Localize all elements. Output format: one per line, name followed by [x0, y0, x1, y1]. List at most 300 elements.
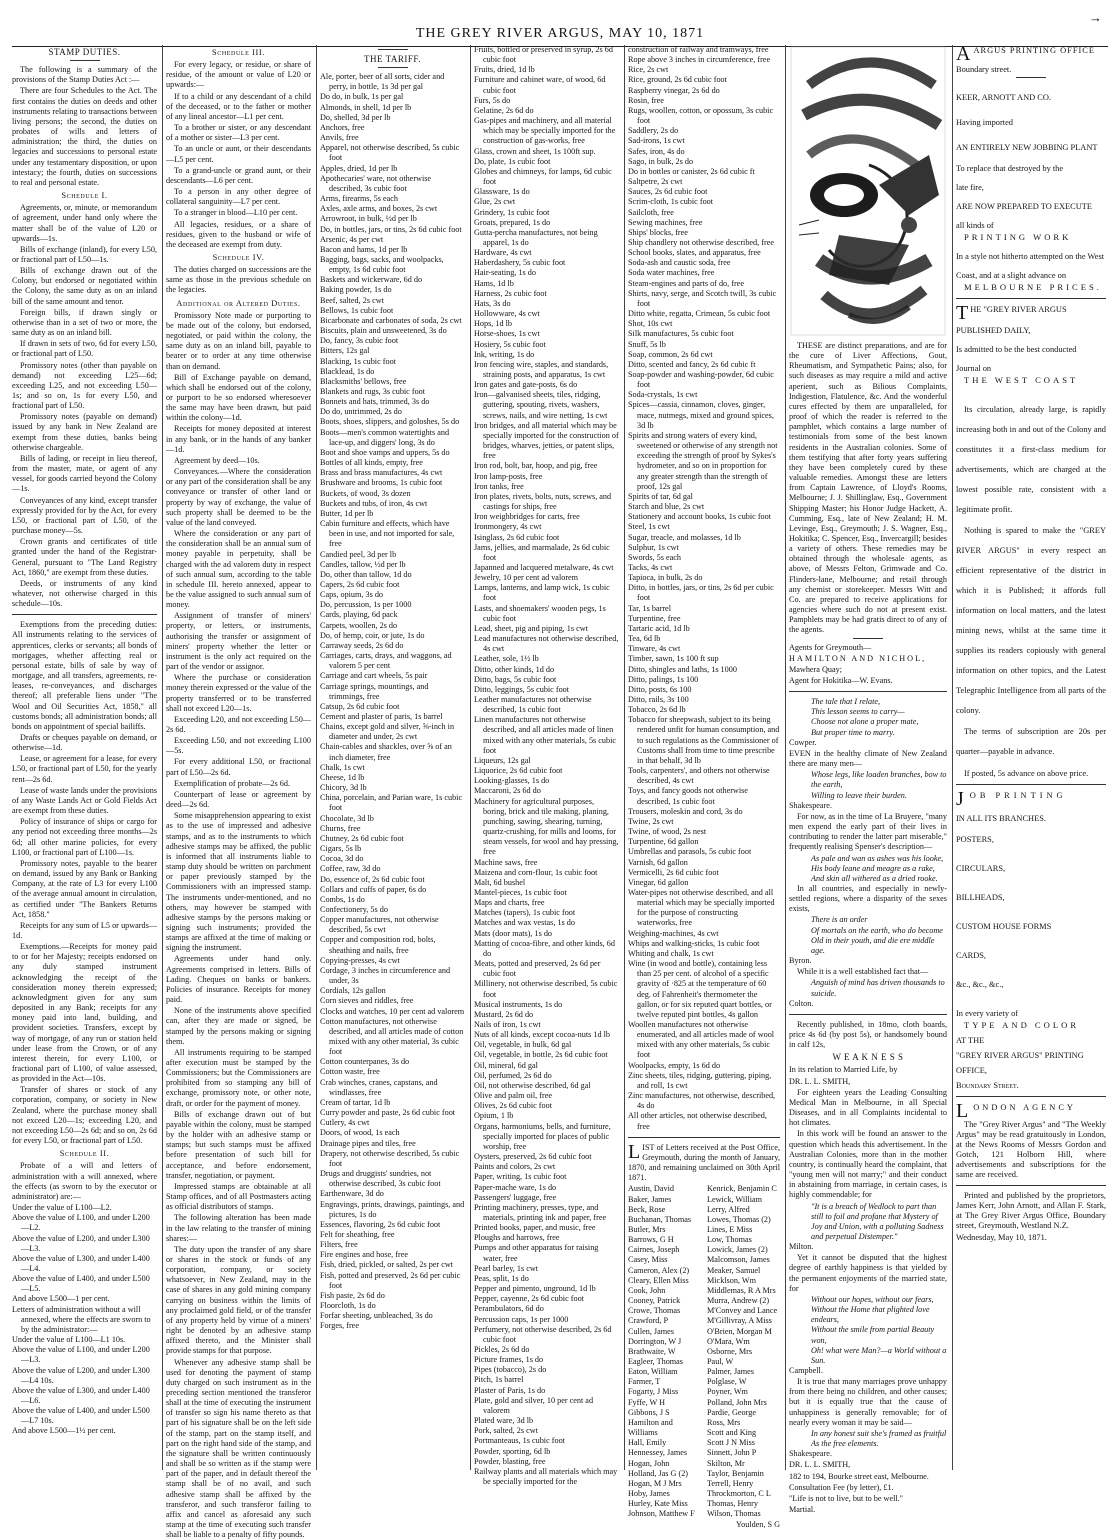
poem-line: The tale that I relate,: [811, 697, 881, 707]
tariff-item: Caps, opium, 3s do: [320, 590, 384, 600]
tariff-item: Soda-ash and caustic soda, free: [628, 258, 731, 268]
tariff-item: Coffee, raw, 3d do: [320, 864, 381, 874]
tariff-item: Do, shelled, 3d per lb: [320, 112, 391, 122]
tariff-item: Hollowware, 4s cwt: [474, 309, 540, 319]
poem-cowper: [789, 697, 947, 738]
tariff-item: Percussion caps, 1s per 1000: [474, 1314, 569, 1324]
tariff-item: Cotton manufactures, not otherwise described, and all articles made of cotton mixed with any other material, 3s cubic foot: [320, 1016, 464, 1057]
addressee-name: Scott J N Miss: [707, 1438, 755, 1448]
paragraph: Exceeding L20, and not exceeding L50—2s 6d.: [166, 714, 311, 734]
tariff-item: Trousers, moleskin and cord, 3s do: [628, 806, 743, 816]
tariff-item: Timber, sawn, 1s 100 ft sup: [628, 654, 719, 664]
addressee-name: Holland, Jas G (2): [628, 1468, 689, 1478]
tariff-item: Iron lamp-posts, free: [474, 471, 543, 481]
schedule-item: Above the value of L100, and under L200—L2.: [12, 1213, 150, 1233]
addressee-name: Eagleer, Thomas: [628, 1357, 683, 1366]
tariff-item: Do, in bottles, jars, or tins, 2s 6d cubic foot: [320, 224, 462, 234]
tariff-item: Bitters, 12s gal: [320, 346, 370, 356]
schedule-item: Above the value of L100, and under L200—L3.: [12, 1345, 150, 1365]
addressee-name: Kenrick, Benjamin C: [707, 1184, 777, 1194]
addressee-name: Hogan, John: [628, 1458, 670, 1468]
addressee-name: Hurley, Kate Miss: [628, 1499, 688, 1509]
divider: [12, 614, 157, 615]
tariff-item: Nails of iron, 1s cwt: [474, 1020, 541, 1029]
tariff-item: Corn sieves and riddles, free: [320, 996, 414, 1006]
weakness-title: W E A K N E S S: [832, 1052, 904, 1063]
tariff-item: Brushware and brooms, 1s cubic foot: [320, 478, 443, 488]
tariff-item: Fish paste, 2s 6d do: [320, 1290, 385, 1300]
tariff-item: Biscuits, plain and unsweetened, 3s do: [320, 326, 447, 336]
tariff-item: Cigars, 5s lb: [320, 844, 362, 854]
tariff-item: Forfar sheeting, unbleached, 3s do: [320, 1311, 433, 1321]
job-printing-item: CARDS,: [956, 951, 987, 960]
addressee-name: M'Gillivray, A Miss: [707, 1316, 772, 1326]
poem-author: Cowper.: [789, 737, 817, 747]
tariff-item: Lead, sheet, pig and piping, 1s cwt: [474, 623, 588, 633]
tariff-item: Olive and palm oil, free: [474, 1091, 552, 1101]
tariff-item: Turpentine, free: [628, 613, 681, 623]
posted-paragraph: If posted, 5s advance on above price.: [964, 769, 1089, 778]
tariff-item: Mantel-pieces, 1s cubic foot: [474, 887, 567, 897]
tariff-item: Apothecaries' ware, not otherwise described, 3s cubic foot: [320, 173, 432, 193]
tariff-item: Glass, crown and sheet, 1s 100ft sup.: [474, 146, 596, 156]
published-daily: PUBLISHED DAILY,: [956, 326, 1031, 335]
addressee-name: Poyner, Wm: [707, 1387, 748, 1397]
paragraph: All instruments requiring to be stamped after execution must be stamped by the Commissioners; but the Commissioners are prohibited from so stamping any bill of exchange, promissory note, or other note, draft, or order for the payment of money.: [166, 1047, 311, 1108]
tariff-item: Buckets and tubs, of iron, 4s cwt: [320, 498, 428, 508]
tariff-item: Railway plants and all materials which may be specially imported for the: [474, 1466, 618, 1487]
paragraph: Agreement by deed—10s.: [174, 455, 260, 465]
schedule-item: And above L500—1½ per cent.: [12, 1426, 116, 1436]
admitted-line: Is admitted to be the best conducted: [956, 345, 1077, 354]
column-schedules: [166, 45, 311, 1540]
poem-byron: [789, 915, 947, 956]
addressee-name: Butler, Mrs: [628, 1224, 666, 1234]
paragraph: Receipts for money deposited at interest in any bank, or in the hands of any banker—1d.: [166, 424, 311, 454]
motto: "Life is not to live, but to be well.": [789, 1493, 904, 1503]
tariff-item: Scrim-cloth, 1s cubic foot: [628, 197, 714, 207]
addressee-name: Lerry, Alfred: [707, 1204, 750, 1214]
addressee-name: Dorrington, W J: [628, 1336, 682, 1346]
paragraph: For every additional L50, or fractional part of L50—2s 6d.: [166, 757, 311, 777]
job-printing-title: JOB PRINTING: [956, 788, 1067, 810]
paragraph: The duty upon the transfer of any share or shares in the stock or funds of any corporation, company, or society whatsoever, in New Zealand, may in the case of shares in any gold mining company carrying on business within the limits of any proclaimed gold field, or of the transfer of any property held by virtue of a miners' right be denoted by an adhesive stamp affixed thereto, and the Minister shall provide stamps for that purpose.: [166, 1244, 311, 1356]
tariff-item: Steam-engines and parts of do, free: [628, 278, 744, 288]
tariff-item: Essences, flavoring, 2s 6d cubic foot: [320, 1219, 441, 1229]
addressee-name: Hennessey, James: [628, 1448, 688, 1458]
tariff-item: Chicory, 3d lb: [320, 783, 367, 793]
addressee-name: O'Mara, Wm: [707, 1336, 750, 1346]
tariff-item: Bonnets and hats, trimmed, 3s do: [320, 397, 430, 407]
tariff-item: Axles, axle arms, and boxes, 2s cwt: [320, 204, 438, 214]
tariff-item: Leather, sole, 1½ lb: [474, 654, 539, 664]
argus-office-title: AARGUS PRINTING OFFICE: [956, 43, 1095, 65]
addressee-name: Lowes, Thomas (2): [707, 1214, 771, 1224]
tariff-item: Ship chandlery not otherwise described, free: [628, 237, 774, 247]
tariff-item: Oil, mineral, 6d gal: [474, 1060, 538, 1070]
paragraph: Whenever any adhesive stamp shall be used for denoting the payment of stamp duty charged on such instrument as in the preceding section mentioned the transferor shall at the time of executing the instrument of transfer so sign his name thereto as that part of his signature shall be on the left side of the stamp, part on the stamp itself, and part on the right hand side of the stamp, and the signature shall be written continuously and shall be so written as if the stamp were part of the paper, and in default thereof the stamp shall be of no avail, and such adhesive stamp shall be affixed by the transferor, and such transferor failing to affix and cancel as aforesaid any such stamp at the time of executing such transfer shall be liable to a penalty of fifty pounds.: [166, 1357, 311, 1540]
paragraph: To a stranger in blood—L10 per cent.: [174, 208, 298, 218]
tariff-item: Ditto, leggings, 5s cubic foot: [474, 684, 570, 694]
tariff-item: Sailcloth, free: [628, 207, 674, 217]
tariff-item: Machine saws, free: [474, 857, 538, 867]
tariff-list-continued: [474, 45, 619, 1487]
divider: [1016, 77, 1046, 78]
names-left: [628, 1184, 701, 1519]
tariff-item: Leather manufactures not otherwise described, 1s cubic foot: [474, 695, 592, 715]
column-tariff-3: [628, 45, 780, 1529]
tariff-item: Water-pipes not otherwise described, and all material which may be specially imported for the purpose of constructing waterworks, free: [628, 887, 775, 928]
paragraph: Drafts or cheques payable on demand, or otherwise—1d.: [12, 733, 157, 753]
addressee-name: Murra, Andrew (2): [707, 1296, 770, 1306]
tariff-item: Olives, 2s 6d cubic foot: [474, 1101, 552, 1111]
schedule-3-body: [166, 60, 311, 250]
poem-line: But proper time to marry.: [811, 727, 895, 737]
dropcap: L: [956, 1100, 972, 1122]
paragraph: Deeds, or instruments of any kind whatever, not otherwise charged in this schedule—10s.: [12, 578, 157, 609]
tariff-item: Iron—galvanised sheets, tiles, ridging, guttering, spouting, rivets, washers, screws, nails, and wire netting, 1s cwt: [474, 390, 608, 420]
tariff-item: Carpets, woollen, 2s do: [320, 620, 398, 630]
poem-shakespeare: [789, 770, 947, 800]
tariff-item: Do, percussion, 1s per 1000: [320, 600, 412, 610]
tariff-item: Sewing machines, free: [628, 217, 703, 227]
tariff-item: Organs, harmoniums, bells, and furniture, specially imported for places of public worship, free: [474, 1121, 611, 1151]
addressee-name: Palmer, James: [707, 1367, 754, 1377]
tariff-item: Do in bottles or canister, 2s 6d cubic ft: [628, 166, 755, 176]
names-right: [707, 1184, 780, 1519]
addressee-name: Wilson, Thomas: [707, 1509, 761, 1519]
tariff-item: Candied peel, 3d per lb: [320, 549, 397, 559]
tariff-item: Combs, 1s do: [320, 894, 365, 904]
tariff-item: Soda-crystals, 1s cwt: [628, 390, 698, 400]
job-printing-item: BILLHEADS,: [956, 893, 1005, 902]
tariff-item: Horse-shoes, 1s cwt: [474, 329, 540, 339]
tariff-item: Linen manufactures not otherwise described, and all articles made of linen mixed with any other materials, 5s cubic foot: [474, 715, 617, 755]
paragraph: Receipts for any sum of L5 or upwards—1d.: [12, 920, 157, 940]
variety-line: In every variety of: [956, 1009, 1019, 1018]
tariff-item: Blacking, 1s cubic foot: [320, 356, 396, 366]
tariff-item: Woolpacks, empty, 1s 6d do: [628, 1060, 721, 1070]
tariff-item: Chocolate, 3d lb: [320, 813, 374, 823]
paragraph: Probate of a will and letters of administration with a will annexed, where the effects (as sworn to by the executor or administrator) are:—: [12, 1161, 157, 1201]
poem-line: In any honest suit she's framed as fruitful As the free elements.: [811, 1428, 947, 1449]
tariff-item: Iron gates and gate-posts, 6s do: [474, 380, 578, 390]
dropcap: L: [628, 1140, 641, 1163]
paragraph: Crown grants and certificates of title granted under the hand of the Registrar-General, pursuant to "The Land Registry Act, 1860," are exempt from these duties.: [12, 537, 157, 577]
tariff-item: Liquorice, 2s 6d cubic foot: [474, 766, 563, 776]
tariff-item: Cocoa, 3d do: [320, 854, 364, 864]
tariff-item: Matches and wax vestas, 1s do: [474, 918, 575, 928]
tariff-item: Filters, free: [320, 1240, 358, 1250]
poem-line: Without the Home that plighted love endears,: [811, 1305, 930, 1325]
job-printing-item: CUSTOM HOUSE FORMS: [956, 922, 1052, 931]
column-tariff-1: [320, 45, 465, 1470]
weakness-body: [789, 1088, 947, 1201]
addressee-name: Micklson, Wm: [707, 1275, 756, 1285]
tariff-item: Cards, playing, 6d pack: [320, 610, 398, 620]
weakness-subtitle: In its relation to Married Life, by: [789, 1065, 898, 1075]
tariff-item: Copying-presses, 4s cwt: [320, 955, 400, 965]
additional-duties-body: [166, 311, 311, 1540]
tariff-item: Tacks, 4s cwt: [628, 562, 673, 572]
paragraph: Conveyances of any kind, except transfer expressly provided for by the Act, for every L50, or fractional part of L50, of the purchase money—5s.: [12, 495, 157, 536]
paragraph: For every legacy, or residue, or share of residue, of the amount or value of L20 or upwards:—: [166, 60, 311, 90]
true-paragraph: It is true that many marriages prove unhappy from there being no children, and other causes; but it is equally true that the cause of unhappiness is generally removable; for of nearly every woman it may be said—: [789, 1377, 947, 1427]
tariff-item: Fish, dried, pickled, or salted, 2s per cwt: [320, 1260, 454, 1270]
schedule-1-body: [12, 203, 157, 609]
divider: [628, 1137, 780, 1138]
tariff-item: Harness, 2s cubic foot: [474, 288, 547, 298]
tariff-item: Maps and charts, free: [474, 898, 545, 908]
tariff-item: Meats, potted and preserved, 2s 6d per cubic foot: [474, 959, 601, 979]
tariff-item: Tartaric acid, 1d lb: [628, 623, 690, 633]
paragraph: Some misapprehension appearing to exist as to the use of impressed and adhesive stamps, and as to the instruments to which adhesive stamps may be affixed, the public is informed that all instruments liable to stamp duty should be written on parchment or paper previously stamped by the Commissioners with an impressed stamp. The instruments under-mentioned, and no others, may however be stamped with adhesive stamps by the persons making or signing such instruments; provided the stamps are affixed at the time of making or signing the instrument.: [166, 811, 311, 953]
paragraph: Bills of exchange drawn out of but payable within the colony, must be stamped by the holder with an adhesive stamp or stamps; but such stamps must be affixed before presentation of such bill for acceptance, and before endorsement, transfer, negotiation, or payment.: [166, 1109, 311, 1180]
daily-title: THE "GREY RIVER ARGUS: [956, 302, 1067, 324]
tariff-item: Iron fencing wire, staples, and standards, straining posts, and apparatus, 1s cwt: [474, 359, 609, 379]
tariff-item: Hats, 3s do: [474, 298, 511, 308]
having-imported: Having imported: [956, 118, 1013, 127]
dropcap: A: [956, 43, 972, 65]
tariff-item: Blankets and rugs, 3s cubic foot: [320, 387, 426, 396]
column-tariff-2: [474, 45, 619, 1487]
tariff-item: Soap-powder and washing-powder, 6d cubic foot: [628, 370, 774, 390]
paragraph: Policy of insurance of ships or cargo for any period not exceeding three months—2s 6d; all other marine policies, for every L100, or fractional part of L100—1s.: [12, 817, 157, 857]
addressee-name: Gibbons, J S: [628, 1407, 670, 1417]
tariff-item: Chutney, 2s 6d cubic foot: [320, 833, 404, 843]
tariff-item: Cordials, 12s gallon: [320, 986, 386, 996]
paragraph: Foreign bills, if drawn singly or otherwise than in a set of two or more, the same duty as on an inland bill.: [12, 307, 157, 338]
tariff-item: Pork, salted, 2s cwt: [474, 1426, 538, 1436]
paragraph: Bills of lading, or receipt in lieu thereof, from the master, mate, or agent of any vessel, for goods carried beyond the Colony—1s.: [12, 453, 157, 494]
addressee-name: Ross, Mrs: [707, 1417, 741, 1427]
tariff-item: Musical instruments, 1s do: [474, 999, 563, 1009]
tariff-item: Hops, 1d lb: [474, 319, 512, 329]
addressee-name: Meaker, Samuel: [707, 1265, 761, 1275]
tariff-item: Bottles of all kinds, empty, free: [320, 458, 423, 468]
column-rule: [470, 45, 471, 1470]
at-the: AT THE: [956, 1036, 985, 1045]
addressee-name: Terrell, Henry: [707, 1478, 754, 1488]
tariff-item: Do, of hemp, coir, or jute, 1s do: [320, 630, 425, 640]
tariff-item: Pearl barley, 1s cwt: [474, 1263, 539, 1273]
tariff-item: Twine, of wood, 2s nest: [628, 827, 707, 837]
paragraph: Impressed stamps are obtainable at all Stamp offices, and of all Postmasters acting as official distributors of stamps.: [166, 1181, 311, 1212]
newspaper-page: [12, 0, 1108, 1540]
tariff-item: Pumps and other apparatus for raising water, free: [474, 1243, 599, 1263]
tariff-item: Ships' blocks, free: [628, 227, 688, 237]
tariff-item: Carraway seeds, 2s 6d do: [320, 640, 404, 650]
tariff-item: Drainage pipes and tiles, free: [320, 1138, 416, 1148]
remedies-engraving: [789, 45, 947, 337]
poem-line: Without the smile from partial Beauty won,: [811, 1325, 935, 1345]
addressee-name: Malcomson, James: [707, 1255, 770, 1265]
tariff-item: Carriage springs, mountings, and trimmings, free: [320, 681, 429, 701]
tariff-item: Iron plates, rivets, bolts, nuts, screws, and castings for ships, free: [474, 491, 612, 512]
tariff-item: Zinc sheets, tiles, ridging, guttering, piping, and roll, 1s cwt: [628, 1070, 772, 1090]
smith-address: 182 to 194, Bourke street east, Melbourne.: [789, 1471, 929, 1481]
tariff-item: Anvils, free: [320, 133, 359, 143]
hokitika-agent: Agent for Hokitika—W. Evans.: [789, 676, 893, 685]
tariff-item: Hair-seating, 1s do: [474, 268, 536, 278]
addressee-name: Cameron, Alex (2): [628, 1265, 690, 1275]
tariff-item: Mats (door mats), 1s do: [474, 928, 553, 938]
tariff-item: Chalk, 1s cwt: [320, 762, 365, 772]
addressee-name: Buchanan, Thomas: [628, 1214, 692, 1224]
column-rule: [316, 45, 317, 1470]
schedule-item: And above L500—1 per cent.: [12, 1294, 110, 1304]
tariff-item: Matting of cocoa-fibre, and other kinds, 6d do: [474, 938, 615, 958]
all-branches: IN ALL ITS BRANCHES.: [956, 814, 1046, 823]
tariff-item: Boots—men's common watertights and lace-up, and diggers' long, 3s do: [320, 427, 450, 447]
office-name: "GREY RIVER ARGUS" PRINTING: [956, 1051, 1084, 1060]
tariff-item: Candles, tallow, ½d per lb: [320, 559, 406, 569]
tariff-item: Ink, writing, 1s do: [474, 349, 535, 359]
keer-arnott: KEER, ARNOTT AND CO.: [956, 93, 1051, 102]
weakness-author: DR. L. L. SMITH,: [789, 1076, 851, 1086]
tariff-item: Passengers' luggage, free: [474, 1192, 557, 1202]
poem-line: Whose legs, like loaden branches, bow to the earth,: [811, 770, 947, 790]
tariff-item: Oil, vegetable, in bulk, 6d gal: [474, 1040, 572, 1050]
printing-work: PRINTING WORK: [964, 232, 1072, 242]
paragraph: There are four Schedules to the Act. The first contains the duties on deeds and other instruments relating to transactions between living persons; the second, the duties on probates of wills and letters of administration; the third, the duties on legacies and successions to personal estate under any testamentary disposition, or upon intestacy; the fourth, duties on successions to real and personal estate.: [12, 86, 157, 187]
tariff-item: Woollen manufactures not otherwise enumerated, and all articles made of wool mixed with any other materials, 5s cubic foot: [628, 1020, 775, 1060]
tariff-item: Shot, 10s cwt: [628, 319, 673, 329]
addressee-name: Polglase, W: [707, 1377, 747, 1387]
published-paragraph: Recently published, in 18mo, cloth boards, price 4s 6d (by post 5s), or handsomely bound in calf 12s,: [789, 1019, 947, 1050]
countries-paragraph: In all countries, and especially in newly-settled regions, where a disparity of the sexes exists,: [789, 883, 947, 914]
tariff-list-final: [628, 45, 780, 1132]
addressee-name: Hoby, James: [628, 1489, 670, 1499]
tariff-title: THE TARIFF.: [364, 54, 421, 64]
paragraph: The following alteration has been made in the law relating to the transfer of mining shares:—: [166, 1213, 311, 1243]
melbourne-prices: MELBOURNE PRICES.: [964, 282, 1102, 292]
tariff-item: Groats, prepared, 1s do: [474, 217, 551, 227]
paragraph: Exemplification of probate—2s 6d.: [174, 778, 290, 788]
argus-street: Boundary street.: [956, 65, 1012, 74]
poem-line: This lesson seems to carry—: [811, 707, 905, 717]
poem-line: Choose not alone a proper mate,: [811, 717, 919, 727]
tariff-item: Arms, firearms, 5s each: [320, 194, 398, 204]
nothing-spared-paragraph: Nothing is spared to make the "GREY RIVER ARGUS" in every respect an efficient representative of the district in which it is Published; it affords full information on local matters, and the latest mining news, whilst at the same time it supplies its readers copiously with general information on other topics, and the Latest Telegraphic Intelligence from all parts of the colony.: [956, 526, 1106, 715]
poem-shakespeare-2: [789, 1429, 947, 1449]
poem-line: His body leane and meagre as a rake,: [811, 863, 935, 873]
tariff-item: construction of railway and tramways, free: [628, 45, 769, 54]
paragraph: Promissory Note made or purporting to be made out of the colony, but endorsed, negotiated, or paid within the colony, the same duty as on an inland bill, payable to bearer or to order at any time otherwise than on demand.: [166, 310, 311, 371]
divider: [956, 1185, 1106, 1186]
divider: [789, 691, 947, 692]
tariff-item: Vermicelli, 2s 6d cubic foot: [628, 867, 719, 877]
tariff-item: Catsup, 2s 6d cubic foot: [320, 701, 400, 711]
tariff-item: Globes and chimneys, for lamps, 6d cubic foot: [474, 166, 612, 187]
tariff-item: Buckets, of wood, 3s dozen: [320, 488, 411, 498]
tariff-item: Ale, porter, beer of all sorts, cider and perry, in bottle, 1s 3d per gal: [320, 72, 445, 92]
tariff-item: Clocks and watches, 10 per cent ad valorem: [320, 1006, 465, 1016]
tariff-item: Felt for sheathing, free: [320, 1229, 395, 1239]
tariff-item: Hams, 1d lb: [474, 278, 514, 288]
tariff-item: Safes, iron, 4s do: [628, 146, 685, 156]
established-paragraph: While it is a well established fact that—: [797, 967, 929, 977]
tariff-item: Rice, 2s cwt: [628, 65, 669, 75]
tariff-item: Umbrellas and parasols, 5s cubic foot: [628, 847, 752, 857]
job-printing-item: CIRCULARS,: [956, 864, 1006, 873]
tariff-item: Sad-irons, 1s cwt: [628, 136, 685, 146]
tariff-item: Apparel, not otherwise described, 5s cubic foot: [320, 143, 460, 163]
tariff-item: Do, fancy, 3s cubic foot: [320, 336, 399, 346]
tariff-item: Sauces, 2s 6d cubic foot: [628, 187, 708, 197]
paragraph: To a person in any other degree of collateral sanguinity—L7 per cent.: [166, 187, 311, 207]
paragraph: Bill of Exchange payable on demand, which shall be endorsed out of the colony, or purport to be so endorsed wheresoever the same may have been drawn, but paid within the colony—1d.: [166, 372, 311, 423]
tariff-item: Cutlery, 4s cwt: [320, 1118, 370, 1128]
column-argus-office: [956, 45, 1106, 1470]
poem-author: Campbell.: [789, 1366, 823, 1375]
addressee-name: Hall, Emily: [628, 1438, 667, 1448]
tariff-item: Opium, 1 lb: [474, 1111, 514, 1121]
addressee-name: Beck, Rose: [628, 1204, 666, 1214]
tariff-item: Furniture and cabinet ware, of wood, 6d cubic foot: [474, 75, 606, 95]
tariff-item: Spices—cassia, cinnamon, cloves, ginger, mace, nutmegs, mixed and ground spices, 3d lb: [628, 400, 774, 430]
stamp-duties-intro: [12, 65, 157, 188]
tariff-item: Floorcloth, 1s do: [320, 1301, 376, 1311]
tariff-item: Tar, 1s barrel: [628, 603, 671, 613]
schedule-item: Above the value of L300, and under L400—L4.: [12, 1253, 150, 1273]
tariff-item: Do, other than tallow, 1d do: [320, 569, 412, 579]
tariff-item: Toys, and fancy goods not otherwise described, 1s cubic foot: [628, 786, 748, 806]
tariff-item: Fish, potted and preserved, 2s 6d per cubic foot: [320, 1270, 461, 1290]
tariff-item: Weighing-machines, 4s cwt: [628, 928, 719, 938]
addressee-name: Johnson, Matthew F: [628, 1509, 695, 1519]
masthead: [12, 10, 1108, 50]
tariff-item: Paper, writing, 1s cubic foot: [474, 1172, 567, 1182]
addressee-name: Barrows, G H: [628, 1235, 674, 1245]
tariff-item: Shirts, navy, serge, and Scotch twill, 3s cubic foot: [628, 288, 777, 308]
paragraph: Agreements under hand only. Agreements comprised in letters. Bills of Lading. Cheques on banks or bankers. Policies of insurance. Receipts for money paid.: [166, 954, 311, 1005]
journal-on: Journal on: [956, 364, 992, 373]
tariff-item: Carriages, carts, drays, and waggons, ad valorem 5 per cent: [320, 651, 452, 671]
tariff-item: Copper and composition rod, bolts, sheathing and nails, free: [320, 935, 436, 955]
paragraph: Conveyances.—Where the consideration or any part of the consideration shall be any conveyance or transfer of other land or property by way of exchange, the value of such property shall be deemed to be the value of the land conveyed.: [166, 467, 311, 527]
tariff-item: Tobacco, 2s 6d lb: [628, 705, 686, 715]
tariff-item: Silk manufactures, 5s cubic foot: [628, 329, 734, 339]
schedule-4-heading: Schedule IV.: [212, 252, 265, 262]
tariff-item: Nuts of all kinds, except cocoa-nuts 1d lb: [474, 1030, 610, 1040]
tariff-item: Cement and plaster of paris, 1s barrel: [320, 712, 443, 721]
schedule-1-heading: Schedule I.: [61, 191, 108, 201]
tariff-item: Looking-glasses, 1s do: [474, 776, 550, 786]
schedule-item: Under the value of L100—L2.: [12, 1203, 112, 1213]
tariff-item: Isinglass, 2s 6d cubic foot: [474, 532, 560, 542]
consultation-fee: Consultation Fee (by letter), £1.: [789, 1482, 894, 1492]
masthead-title: THE GREY RIVER ARGUS, MAY 10, 1871: [415, 26, 705, 41]
addressee-name: Cook, John: [628, 1285, 666, 1295]
tariff-item: Blacklead, 1s do: [320, 366, 375, 376]
poem-line: As pale and wan as ashes was his looke,: [811, 853, 944, 863]
circulation-paragraph: Its circulation, already large, is rapidly increasing both in and out of the Colony and constitutes it a first-class medium for advertisements, which are charged at the lowest possible rate, consistent with a legitimate profit.: [956, 405, 1106, 514]
addressee-name: Eaton, William: [628, 1367, 678, 1377]
tariff-item: Hardware, 4s cwt: [474, 248, 532, 258]
addressee-name: Thomas, Henry: [707, 1499, 758, 1509]
poem-colton: [789, 978, 947, 998]
column-rule: [952, 45, 953, 1470]
poem-author: Byron.: [789, 956, 812, 966]
tariff-item: Starch and blue, 2s cwt: [628, 502, 705, 512]
schedule-item: Above the value of L200, and under L300—L4 10s.: [12, 1365, 150, 1385]
job-printing-list: [956, 834, 1106, 990]
tariff-item: Do do, in bulk, 1s per gal: [320, 92, 404, 102]
paragraph: Transfer of shares or stock of any corporation, company, or society in New Zealand, where the purchase money shall not exceed L20—1s; exceeding L20, and not exceeding L50—2s 6d; and so on, 2s 6d for every L50, or fractional part of L50.: [12, 1085, 157, 1146]
tariff-item: Matches (tapers), 1s cubic foot: [474, 908, 576, 918]
poem-line: Willing to leave their burden.: [811, 790, 907, 800]
